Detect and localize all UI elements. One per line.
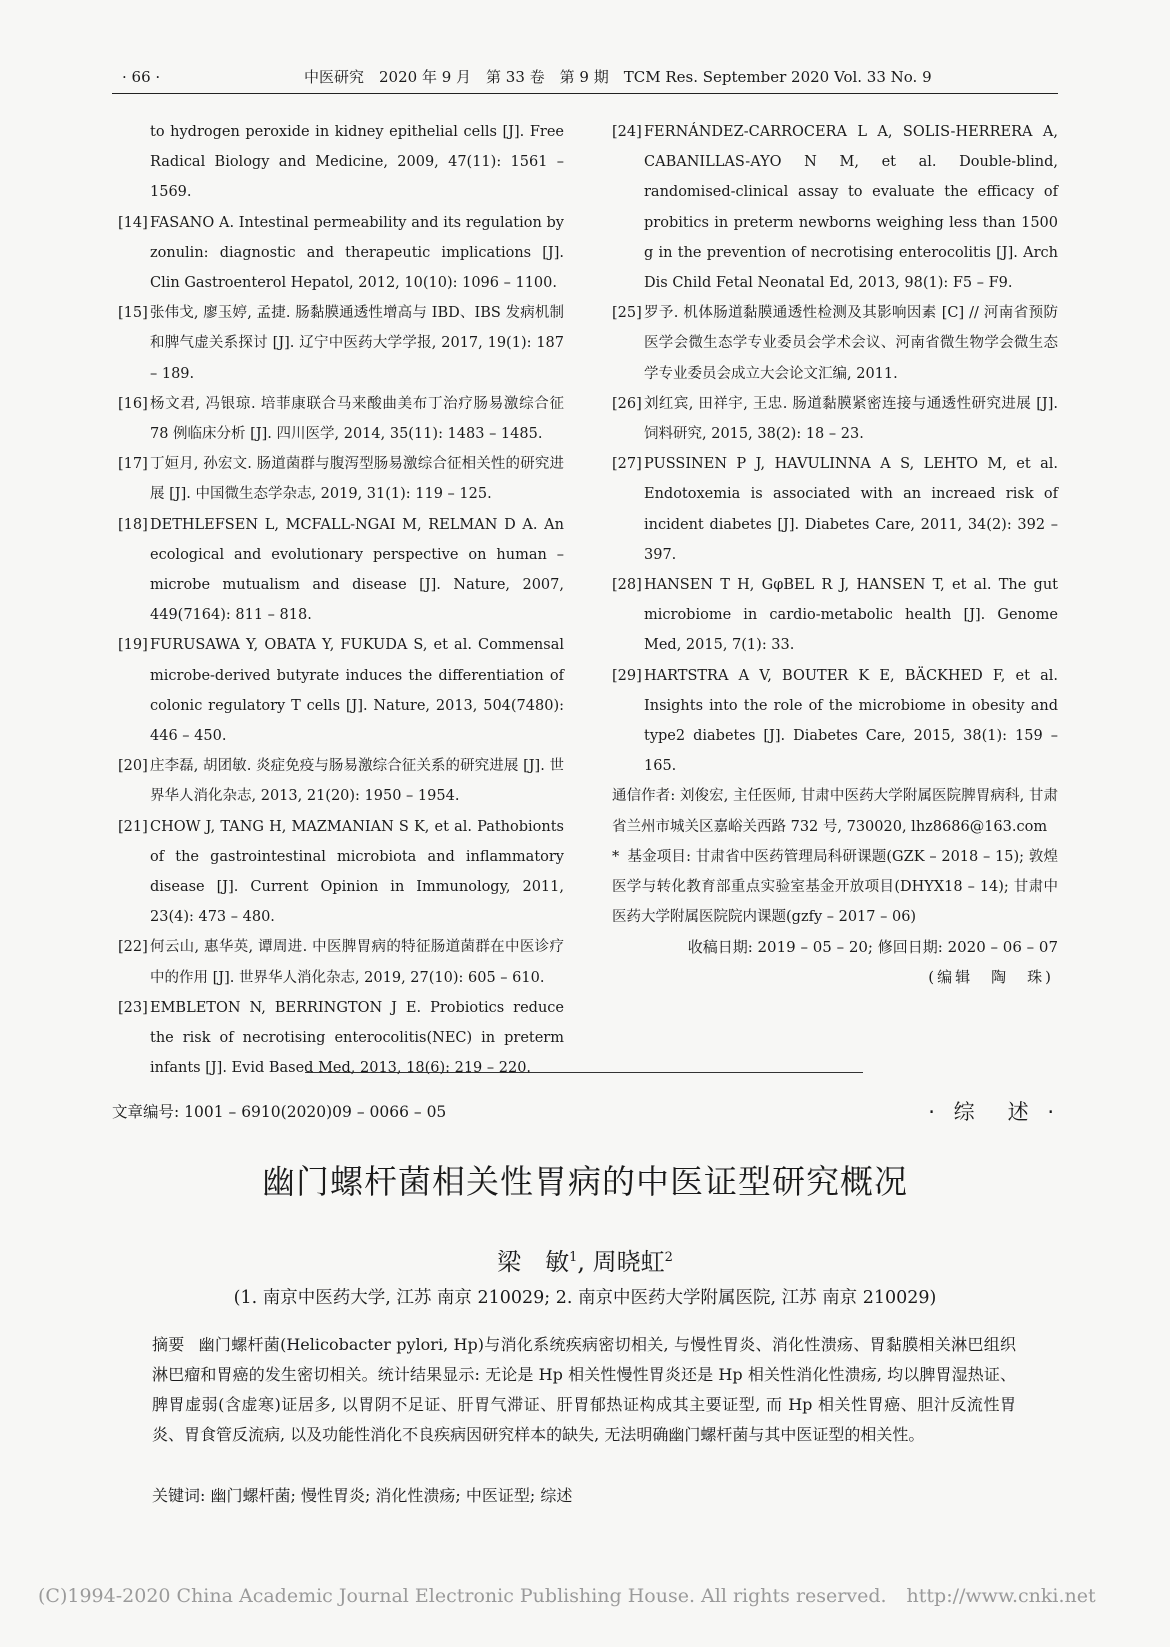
authors (0, 1242, 1170, 1277)
page-number: · 66 · (122, 68, 161, 86)
author-1: 梁 敏 (497, 1248, 570, 1276)
article-title: 幽门螺杆菌相关性胃病的中医证型研究概况 (262, 1162, 908, 1201)
copyright-text: (C)1994-2020 China Academic Journal Electronic Publishing House. All rights reserved. (38, 1585, 887, 1607)
keywords: 关键词: 幽门螺杆菌; 慢性胃炎; 消化性溃疡; 中医证型; 综述 (152, 1486, 573, 1505)
reference-item: [24] FERNÁNDEZ-CARROCERA L A, SOLIS-HERRERA A, CABANILLAS-AYO N M, et al. Double-blind, randomised-clinical assay to evaluate the efficacy of probitics in preterm newborns weighing less than 1500 g in the prevention of necrotising enterocolitis [J]. Arch Dis Child Fetal Neonatal Ed, 2013, 98(1): F5 – F9. (612, 124, 1058, 292)
funding-note (612, 842, 1058, 933)
journal-info: 中医研究 2020 年 9 月 第 33 卷 第 9 期 TCM Res. September 2020 Vol. 33 No. 9 (304, 68, 932, 86)
received-revised-dates: 收稿日期: 2019 – 05 – 20; 修回日期: 2020 – 06 – 07 (687, 938, 1058, 957)
abstract-label: 摘要 (152, 1335, 185, 1354)
reference-item: [16] 杨文君, 冯银琼. 培菲康联合马来酸曲美布丁治疗肠易激综合征 78 例临床分析 [J]. 四川医学, 2014, 35(11): 1483 – 1485. (118, 395, 564, 443)
abstract (152, 1330, 1016, 1450)
editor-note: (编辑 陶 珠) (928, 967, 1054, 986)
article-number: 文章编号: 1001 – 6910(2020)09 – 0066 – 05 (112, 1103, 447, 1121)
reference-item: [22] 何云山, 惠华英, 谭周进. 中医脾胃病的特征肠道菌群在中医诊疗中的作用 [J]. 世界华人消化杂志, 2019, 27(10): 605 – 610. (118, 939, 564, 986)
author-2-affiliation-mark: 2 (664, 1250, 673, 1265)
author-1-affiliation-mark: 1 (569, 1250, 578, 1265)
author-2: 周晓虹 (592, 1248, 665, 1276)
reference-item: [17] 丁姮月, 孙宏文. 肠道菌群与腹泻型肠易激综合征相关性的研究进展 [J]. 中国微生态学杂志, 2019, 31(1): 119 – 125. (118, 456, 564, 503)
reference-item: [26] 刘红宾, 田祥宇, 王忠. 肠道黏膜紧密连接与通透性研究进展 [J]. 饲料研究, 2015, 38(2): 18 – 23. (612, 395, 1058, 443)
reference-item: [29] HARTSTRA A V, BOUTER K E, BÄCKHED F, et al. Insights into the role of the microbiome in obesity and type2 diabetes [J]. Diabetes Care, 2015, 38(1): 159 – 165. (612, 667, 1058, 775)
header-rule (112, 93, 1058, 94)
copyright-footer (38, 1585, 1138, 1607)
section-tag: · 综 述 · (928, 1100, 1060, 1124)
reference-item: [23] EMBLETON N, BERRINGTON J E. Probiotics reduce the risk of necrotising enterocolitis(NEC) in preterm infants [J]. Evid Based Med, 2013, 18(6): 219 – 220. (118, 999, 564, 1077)
reference-item: [21] CHOW J, TANG H, MAZMANIAN S K, et al. Pathobionts of the gastrointestinal microbiota and inflammatory disease [J]. Current Opinion in Immunology, 2011, 23(4): 473 – 480. (118, 818, 564, 926)
cnki-link[interactable]: http://www.cnki.net (906, 1585, 1096, 1607)
reference-item: [15] 张伟戈, 廖玉婷, 孟捷. 肠黏膜通透性增高与 IBD、IBS 发病机制和脾气虚关系探讨 [J]. 辽宁中医药大学学报, 2017, 19(1): 187 – 189. (118, 305, 564, 382)
reference-item: [27] PUSSINEN P J, HAVULINNA A S, LEHTO M, et al. Endotoxemia is associated with an increaed risk of incident diabetes [J]. Diabetes Care, 2011, 34(2): 392 – 397. (612, 456, 1058, 563)
reference-item: [19] FURUSAWA Y, OBATA Y, FUKUDA S, et al. Commensal microbe-derived butyrate induces the differentiation of colonic regulatory T cells [J]. Nature, 2013, 504(7480): 446 – 450. (118, 637, 564, 745)
author-separator: , (577, 1248, 593, 1276)
abstract-text: 幽门螺杆菌(Helicobacter pylori, Hp)与消化系统疾病密切相关, 与慢性胃炎、消化性溃疡、胃黏膜相关淋巴组织淋巴瘤和胃癌的发生密切相关。统计结果显示: 无论是 Hp 相关性慢性胃炎还是 Hp 相关性消化性溃疡, 均以脾胃湿热证、脾胃虚弱(含虚寒)证居多, 以胃阴不足证、肝胃气滞证、肝胃郁热证构成其主要证型, 而 Hp 相关性胃癌、胆汁反流性胃炎、胃食管反流病, 以及功能性消化不良疾病因研究样本的缺失, 无法明确幽门螺杆菌与其中医证型的相关性。 (152, 1335, 1016, 1444)
reference-item: [20] 庄李磊, 胡团敏. 炎症免疫与肠易激综合征关系的研究进展 [J]. 世界华人消化杂志, 2013, 21(20): 1950 – 1954. (118, 758, 564, 805)
reference-item: to hydrogen peroxide in kidney epithelial cells [J]. Free Radical Biology and Medicine, 2009, 47(11): 1561 – 1569. (150, 124, 564, 201)
correspondence-note: 通信作者: 刘俊宏, 主任医师, 甘肃中医药大学附属医院脾胃病科, 甘肃省兰州市城关区嘉峪关西路 732 号, 730020, lhz8686@163.com (612, 788, 1058, 835)
funding-star: * (612, 848, 620, 865)
funding-text: 基金项目: 甘肃省中医药管理局科研课题(GZK – 2018 – 15); 敦煌医学与转化教育部重点实验室基金开放项目(DHYX18 – 14); 甘肃中医药大学附属医院院内课题(gzfy – 2017 – 06) (612, 848, 1058, 926)
affiliations: (1. 南京中医药大学, 江苏 南京 210029; 2. 南京中医药大学附属医院, 江苏 南京 210029) (233, 1288, 937, 1308)
reference-item: [18] DETHLEFSEN L, MCFALL-NGAI M, RELMAN D A. An ecological and evolutionary perspective on human – microbe mutualism and disease [J]. Nature, 2007, 449(7164): 811 – 818. (118, 516, 564, 624)
section-divider (305, 1072, 863, 1073)
references-left-column (118, 117, 564, 1084)
reference-item: [25] 罗予. 机体肠道黏膜通透性检测及其影响因素 [C] // 河南省预防医学会微生态学专业委员会学术会议、河南省微生物学会微生态学专业委员会成立大会论文汇编, 2011. (612, 305, 1058, 382)
references-right-column (612, 117, 1058, 991)
reference-item: [14] FASANO A. Intestinal permeability and its regulation by zonulin: diagnostic and therapeutic implications [J]. Clin Gastroenterol Hepatol, 2012, 10(10): 1096 – 1100. (118, 214, 564, 292)
reference-item: [28] HANSEN T H, GφBEL R J, HANSEN T, et al. The gut microbiome in cardio-metabolic health [J]. Genome Med, 2015, 7(1): 33. (612, 577, 1058, 654)
